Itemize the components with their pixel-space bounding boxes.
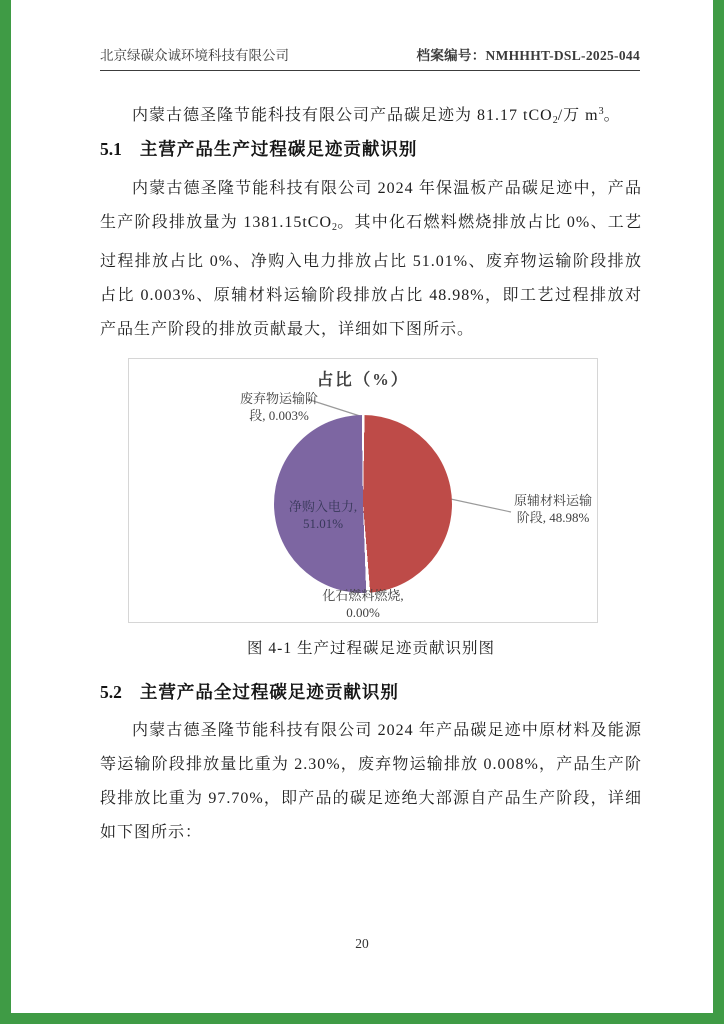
section-5-2-title: 主营产品全过程碳足迹贡献识别 bbox=[139, 682, 399, 702]
co2-subscript: 2 bbox=[552, 115, 558, 126]
archive-number-label: 档案编号： bbox=[416, 48, 486, 63]
section-5-2-number: 5.2 bbox=[100, 682, 122, 702]
section-5-1-title: 主营产品生产过程碳足迹贡献识别 bbox=[139, 139, 418, 159]
bottom-border-decoration bbox=[0, 1013, 724, 1024]
label-electricity-line1: 净购入电力, bbox=[288, 499, 358, 514]
label-waste-transport bbox=[219, 390, 339, 424]
right-border-decoration bbox=[713, 0, 724, 1024]
figure-caption: 图 4-1 生产过程碳足迹贡献识别图 bbox=[247, 640, 495, 657]
archive-number-value: NMHHHT-DSL-2025-044 bbox=[485, 48, 640, 63]
leader-line-raw-material bbox=[446, 498, 511, 512]
label-raw-material-transport bbox=[507, 492, 599, 526]
label-electricity-line2: 51.01% bbox=[302, 516, 344, 531]
section-5-2-heading bbox=[100, 679, 642, 704]
label-purchased-electricity bbox=[263, 498, 383, 532]
section-5-1-text-cont: 。其中化石燃料燃烧排放占比 0%、工艺过程排放占比 0%、净购入电力排放占比 51.01%、废弃物运输阶段排放占比 0.003%、原辅材料运输阶段排放占比 48.98%，即工艺过程排放对产品生产阶段的排放贡献最大，详细如下图所示。 bbox=[100, 214, 642, 338]
intro-paragraph bbox=[100, 95, 642, 138]
section-5-1-paragraph bbox=[100, 172, 642, 347]
intro-text-mid: /万 m bbox=[557, 107, 599, 124]
pie-chart-figure bbox=[128, 358, 598, 623]
cubic-meter-superscript: 3 bbox=[598, 106, 604, 117]
label-fossil-line1: 化石燃料燃烧, bbox=[322, 588, 404, 603]
page-number: 20 bbox=[355, 936, 369, 951]
section-5-1-heading bbox=[100, 136, 642, 161]
label-raw-line1: 原辅材料运输 bbox=[513, 493, 592, 508]
header-divider bbox=[100, 70, 640, 71]
label-raw-line2: 阶段, 48.98% bbox=[516, 510, 590, 525]
label-waste-line2: 段, 0.003% bbox=[249, 408, 309, 423]
page-header bbox=[100, 44, 640, 64]
intro-text: 内蒙古德圣隆节能科技有限公司产品碳足迹为 81.17 tCO bbox=[132, 107, 553, 124]
section-5-1-number: 5.1 bbox=[100, 139, 122, 159]
company-name: 北京绿碳众诚环境科技有限公司 bbox=[100, 48, 289, 63]
archive-number bbox=[417, 44, 640, 64]
co2-subscript-2: 2 bbox=[332, 222, 337, 233]
label-fossil-line2: 0.00% bbox=[346, 605, 380, 620]
left-border-decoration bbox=[0, 0, 11, 1024]
chart-title: 占比（%） bbox=[316, 370, 410, 389]
section-5-1-text: 内蒙古德圣隆节能科技有限公司 2024 年保温板产品碳足迹中，产品生产阶段排放量为 1381.15tCO bbox=[100, 180, 642, 231]
intro-text-end: 。 bbox=[603, 107, 621, 124]
section-5-2-paragraph: 内蒙古德圣隆节能科技有限公司 2024 年产品碳足迹中原材料及能源等运输阶段排放量比重为 2.30%，废弃物运输排放 0.008%，产品生产阶段排放比重为 97.70%，即产品的碳足迹绝大部源自产品生产阶段，详细如下图所示： bbox=[100, 722, 642, 841]
label-fossil-fuel bbox=[303, 587, 423, 621]
label-waste-line1: 废弃物运输阶 bbox=[239, 391, 318, 406]
